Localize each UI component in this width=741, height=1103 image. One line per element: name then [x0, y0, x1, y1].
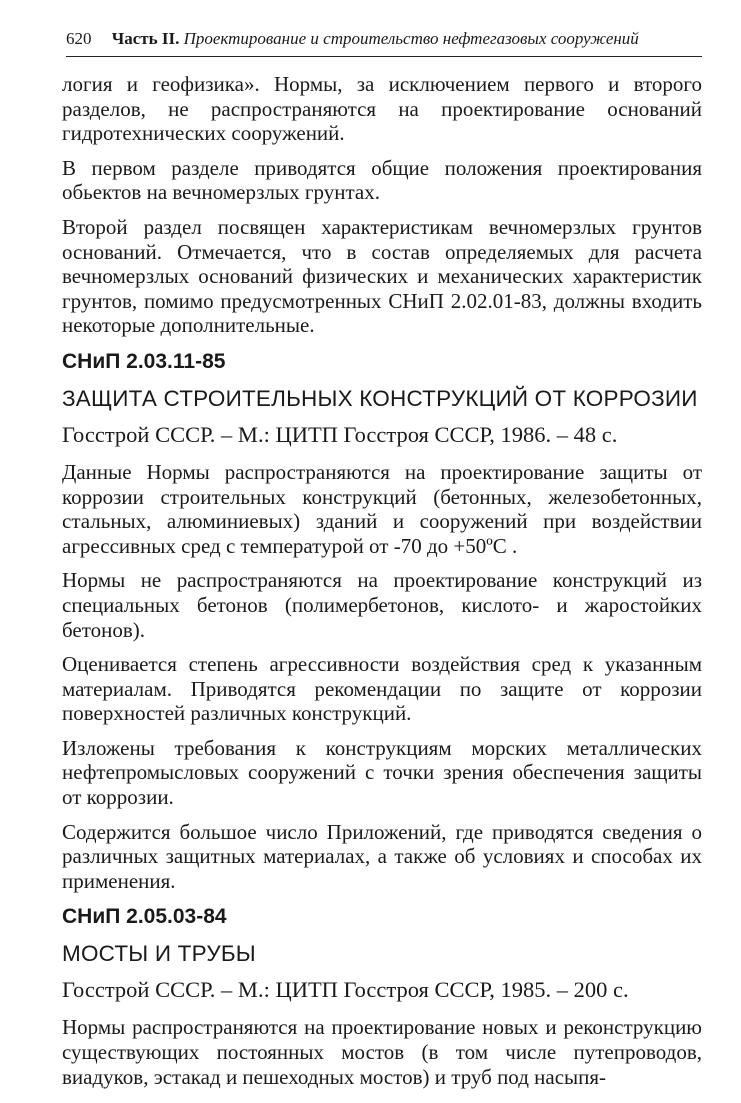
standard-code: СНиП 2.03.11-85 — [62, 349, 226, 373]
paragraph: Нормы распространяются на проектирование новых и реконструкцию существующих постоянных мостов (в том числе путепроводов, виадуков, эстакад и пешеходных мостов) и труб под насыпя- — [62, 1015, 702, 1089]
standard-title: ЗАЩИТА СТРОИТЕЛЬНЫХ КОНСТРУКЦИЙ ОТ КОРРОЗИИ — [62, 385, 698, 411]
publication-info: Госстрой СССР. – М.: ЦИТП Госстроя СССР, 1986. – 48 с. — [62, 421, 618, 447]
page-body — [62, 72, 702, 1089]
publication-info: Госстрой СССР. – М.: ЦИТП Госстроя СССР, 1985. – 200 с. — [62, 977, 629, 1003]
header-rule — [66, 56, 702, 57]
part-label: Часть II. — [111, 29, 180, 48]
paragraph: Второй раздел посвящен характеристикам вечномерзлых грунтов оснований. Отмечается, что в состав определяемых для расчета вечномерзлых оснований физических и механических характеристик грунтов, помимо предусмотренных СНиП 2.02.01-83, должны входить некоторые дополнительные. — [62, 214, 702, 338]
paragraph: логия и геофизика». Нормы, за исключением первого и второго разделов, не распространяются на проектирование оснований гидротехнических сооружений. — [62, 72, 702, 146]
paragraph: Данные Нормы распространяются на проектирование защиты от коррозии строительных конструкций (бетонных, железобетонных, стальных, алюминиевых) зданий и сооружений при воздействии агрессивных сред с температурой от -70 до +50ºС . — [62, 459, 702, 558]
running-header — [66, 28, 702, 50]
section-title: Проектирование и строительство нефтегазовых сооружений — [183, 29, 639, 48]
page-number: 620 — [66, 29, 92, 48]
paragraph: Нормы не распространяются на проектирование конструкций из специальных бетонов (полимербетонов, кислото- и жаростойких бетонов). — [62, 568, 702, 642]
paragraph: Содержится большое число Приложений, где приводятся сведения о различных защитных материалах, а также об условиях и способах их применения. — [62, 819, 702, 893]
paragraph: Изложены требования к конструкциям морских металлических нефтепромысловых сооружений с точки зрения обеспечения защиты от коррозии. — [62, 735, 702, 810]
paragraph: Оценивается степень агрессивности воздействия сред к указанным материалам. Приводятся рекомендации по защите от коррозии поверхностей различных конструкций. — [62, 652, 702, 726]
standard-title: МОСТЫ И ТРУБЫ — [62, 941, 256, 967]
standard-code: СНиП 2.05.03-84 — [62, 905, 227, 929]
paragraph: В первом разделе приводятся общие положения проектирования обьектов на вечномерзлых грунтах. — [62, 155, 702, 205]
